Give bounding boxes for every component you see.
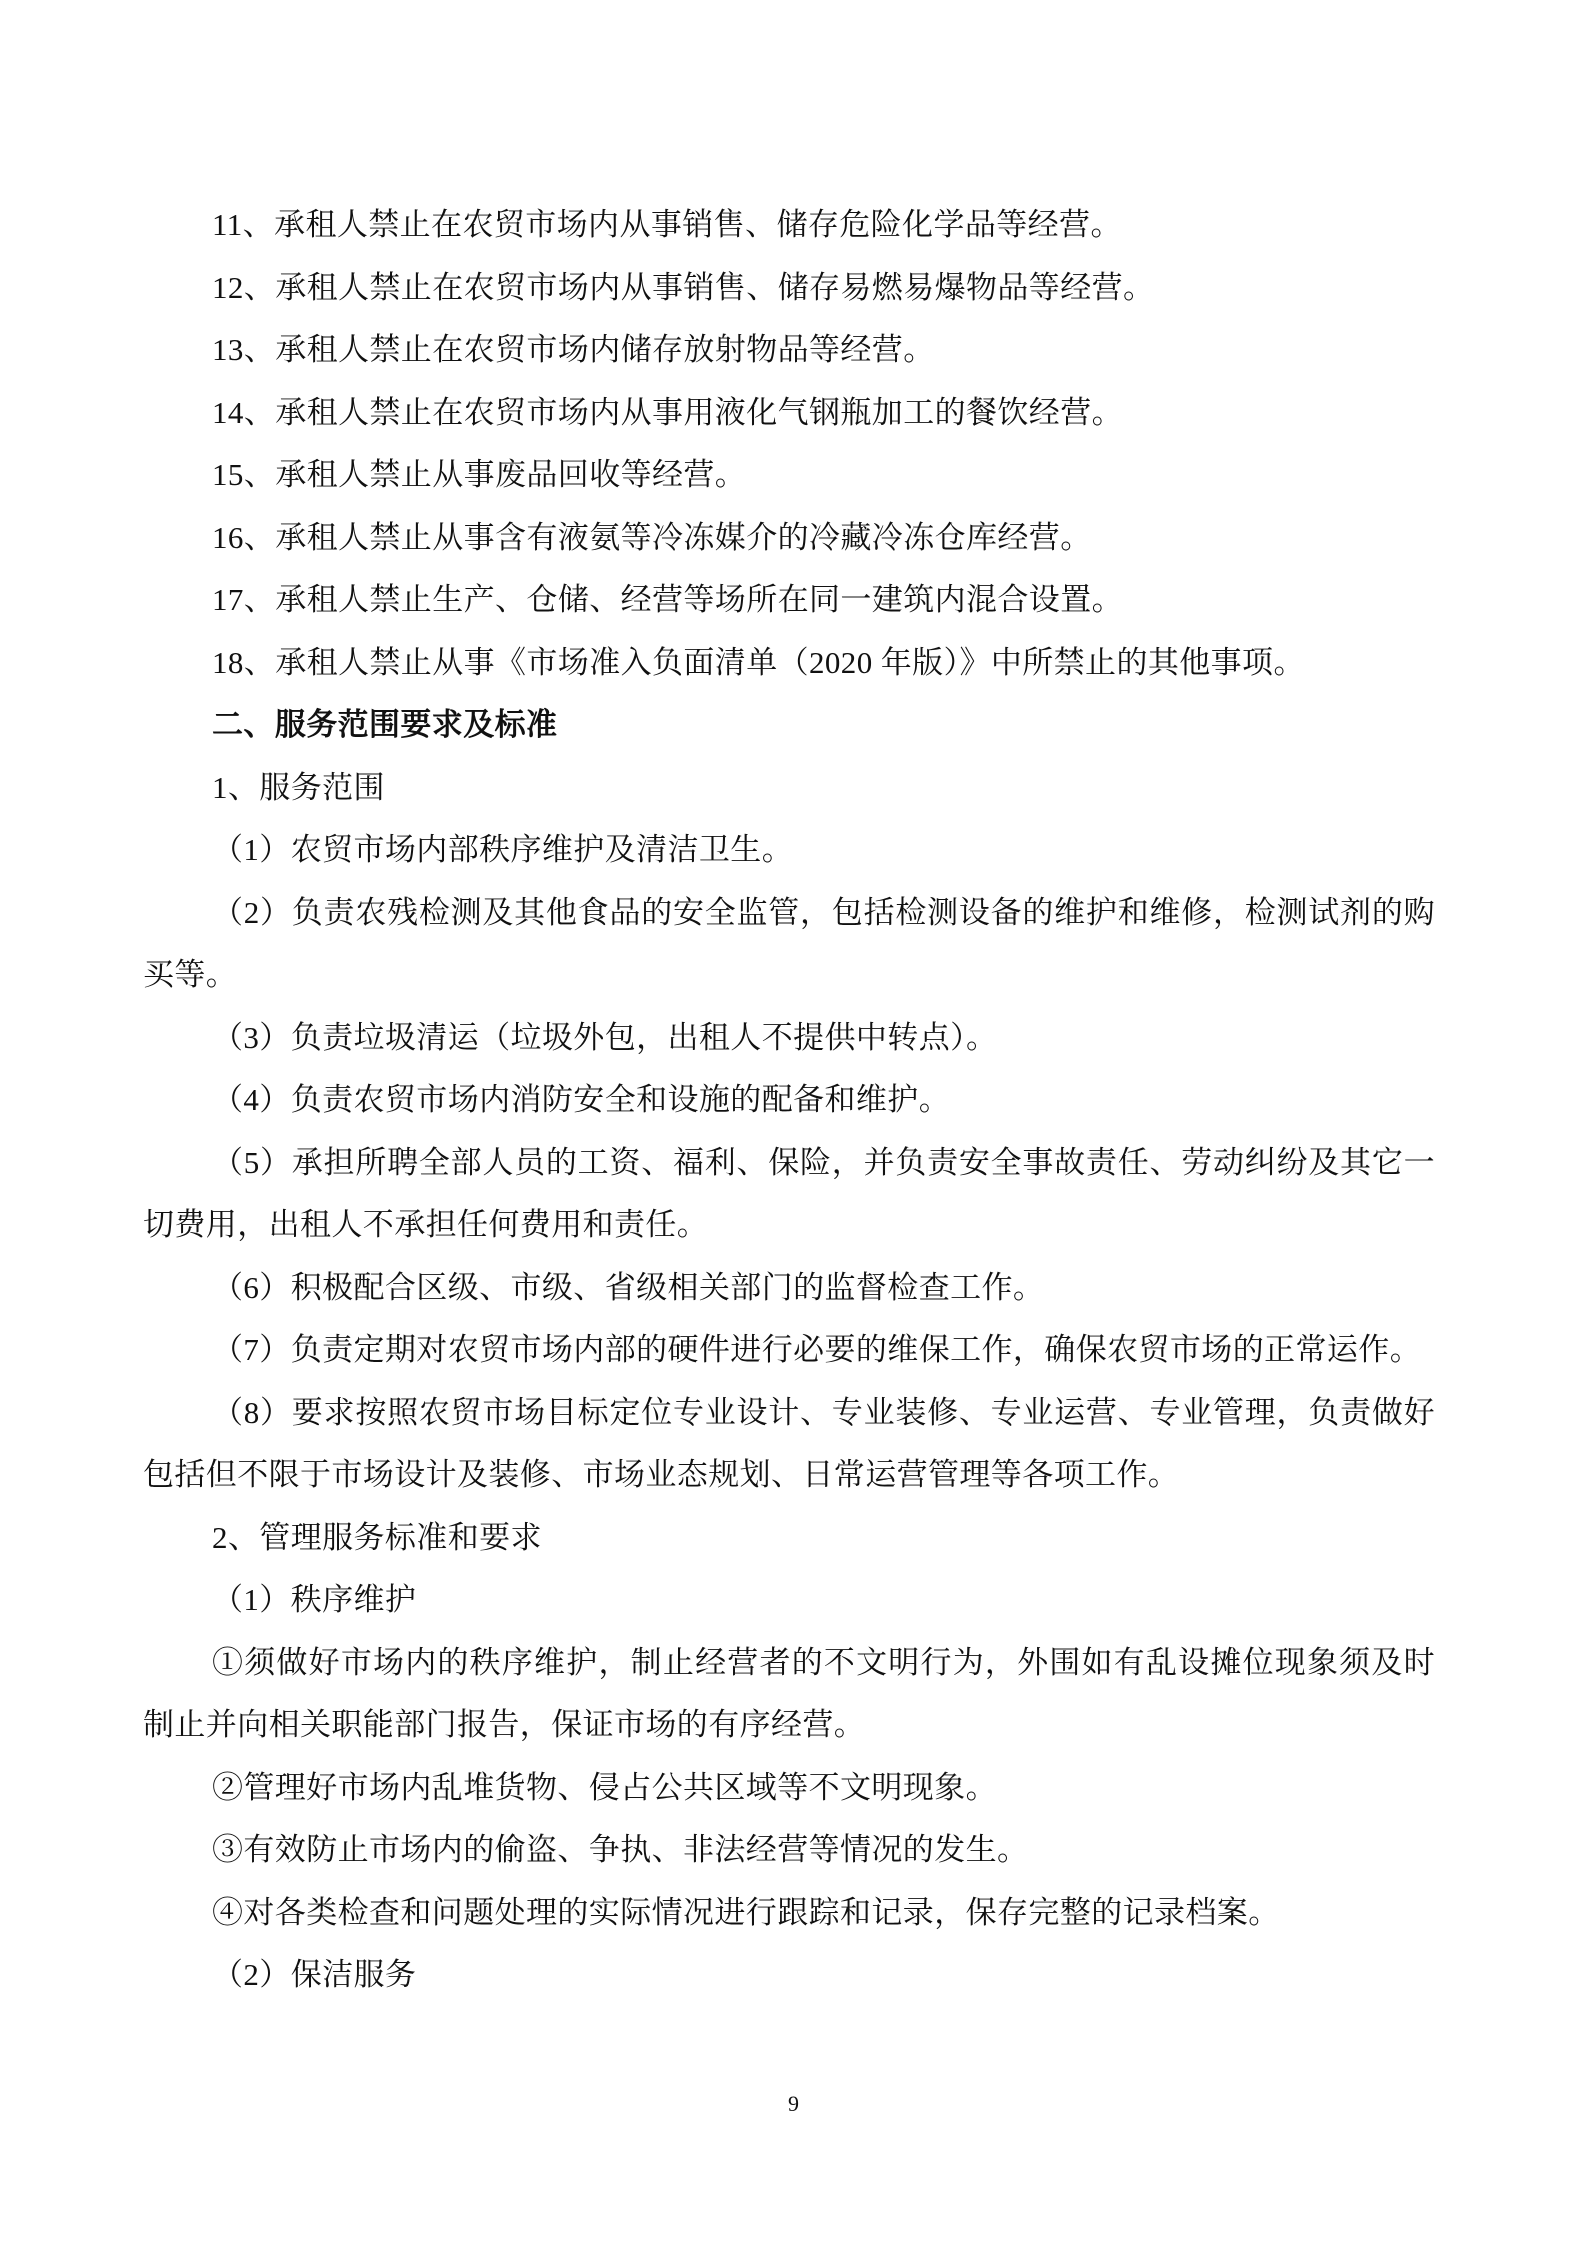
prohibition-item-13: 13、承租人禁止在农贸市场内储存放射物品等经营。 bbox=[212, 332, 935, 367]
service-scope-item-5-line-2: 切费用，出租人不承担任何费用和责任。 bbox=[143, 1207, 709, 1242]
service-scope-heading: 1、服务范围 bbox=[212, 769, 385, 805]
cleaning-service-heading: （2）保洁服务 bbox=[212, 1957, 417, 1992]
service-scope-item-4: （4）负责农贸市场内消防安全和设施的配备和维护。 bbox=[212, 1082, 951, 1117]
service-scope-item-8-line-2: 包括但不限于市场设计及装修、市场业态规划、日常运营管理等各项工作。 bbox=[143, 1457, 1180, 1492]
prohibition-item-15: 15、承租人禁止从事废品回收等经营。 bbox=[212, 457, 747, 492]
management-standards-heading: 2、管理服务标准和要求 bbox=[212, 1519, 542, 1555]
prohibition-item-11: 11、承租人禁止在农贸市场内从事销售、储存危险化学品等经营。 bbox=[212, 207, 1122, 242]
service-scope-item-2-line-1: （2）负责农残检测及其他食品的安全监管，包括检测设备的维护和维修，检测试剂的购 bbox=[212, 894, 1435, 930]
prohibition-item-16: 16、承租人禁止从事含有液氨等冷冻媒介的冷藏冷冻仓库经营。 bbox=[212, 519, 1092, 555]
service-scope-item-6: （6）积极配合区级、市级、省级相关部门的监督检查工作。 bbox=[212, 1269, 1045, 1305]
prohibition-item-14: 14、承租人禁止在农贸市场内从事用液化气钢瓶加工的餐饮经营。 bbox=[212, 394, 1123, 430]
service-scope-item-2-line-2: 买等。 bbox=[143, 957, 238, 992]
service-scope-item-1: （1）农贸市场内部秩序维护及清洁卫生。 bbox=[212, 832, 794, 867]
prohibition-item-12: 12、承租人禁止在农贸市场内从事销售、储存易燃易爆物品等经营。 bbox=[212, 269, 1155, 305]
service-scope-item-7: （7）负责定期对农贸市场内部的硬件进行必要的维保工作，确保农贸市场的正常运作。 bbox=[212, 1332, 1422, 1367]
prohibition-item-17: 17、承租人禁止生产、仓储、经营等场所在同一建筑内混合设置。 bbox=[212, 582, 1123, 617]
service-scope-item-5-line-1: （5）承担所聘全部人员的工资、福利、保险，并负责安全事故责任、劳动纠纷及其它一 bbox=[212, 1144, 1435, 1180]
page-number: 9 bbox=[788, 2091, 799, 2116]
order-maintenance-heading: （1）秩序维护 bbox=[212, 1582, 417, 1617]
order-maintenance-item-1-line-2: 制止并向相关职能部门报告，保证市场的有序经营。 bbox=[143, 1707, 866, 1742]
prohibition-item-18: 18、承租人禁止从事《市场准入负面清单（2020 年版）》中所禁止的其他事项。 bbox=[212, 644, 1305, 680]
order-maintenance-item-4: ④对各类检查和问题处理的实际情况进行跟踪和记录，保存完整的记录档案。 bbox=[212, 1894, 1280, 1930]
order-maintenance-item-1-line-1: ①须做好市场内的秩序维护，制止经营者的不文明行为，外围如有乱设摊位现象须及时 bbox=[212, 1644, 1435, 1680]
service-scope-item-8-line-1: （8）要求按照农贸市场目标定位专业设计、专业装修、专业运营、专业管理，负责做好 bbox=[212, 1394, 1435, 1430]
order-maintenance-item-2: ②管理好市场内乱堆货物、侵占公共区域等不文明现象。 bbox=[212, 1769, 997, 1805]
order-maintenance-item-3: ③有效防止市场内的偷盗、争执、非法经营等情况的发生。 bbox=[212, 1832, 1029, 1867]
service-scope-item-3: （3）负责垃圾清运（垃圾外包，出租人不提供中转点）。 bbox=[212, 1019, 998, 1055]
section-heading: 二、服务范围要求及标准 bbox=[212, 707, 558, 742]
page-body bbox=[143, 194, 1435, 2007]
